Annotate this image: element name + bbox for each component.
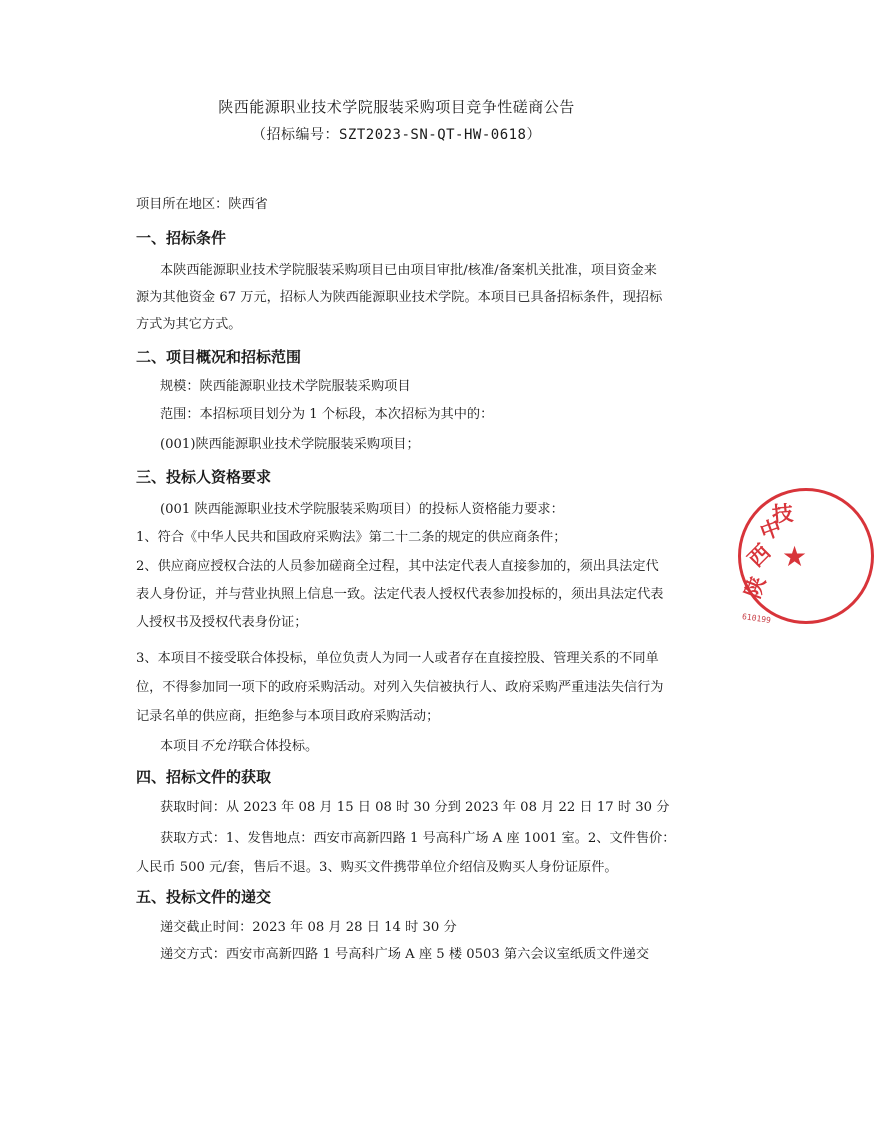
paragraph-line: 3、本项目不接受联合体投标，单位负责人为同一人或者存在直接控股、管理关系的不同单 [136, 651, 659, 666]
paragraph-line: 表人身份证，并与营业执照上信息一致。法定代表人授权代表参加投标的，须出具法定代表 [136, 587, 664, 602]
paragraph-line: 位，不得参加同一项下的政府采购活动。对列入失信被执行人、政府采购严重违法失信行为 [136, 680, 664, 695]
seal-star-icon: ★ [782, 540, 808, 573]
paragraph-line: 递交截止时间：2023 年 08 月 28 日 14 时 30 分 [160, 920, 457, 935]
paragraph-line: 人授权书及授权代表身份证； [136, 615, 308, 630]
paragraph-line: 方式为其它方式。 [136, 317, 242, 332]
emphasis-text: 不允许 [199, 739, 240, 754]
seal-number: 610199 [741, 612, 772, 625]
paragraph-line: 获取时间：从 2023 年 08 月 15 日 08 时 30 分到 2023 年 08 月 22 日 17 时 30 分 [160, 800, 670, 815]
paragraph-line: 获取方式：1、发售地点：西安市高新四路 1 号高科广场 A 座 1001 室。2、文件售价： [160, 831, 676, 846]
section-heading-4: 四、招标文件的获取 [136, 768, 272, 786]
project-region: 项目所在地区：陕西省 [136, 197, 268, 212]
paragraph-line: 记录名单的供应商，拒绝参与本项目政府采购活动； [136, 709, 440, 724]
paragraph-line: 人民币 500 元/套，售后不退。3、购买文件携带单位介绍信及购买人身份证原件。 [136, 860, 618, 875]
seal-char: 西 [742, 539, 776, 572]
paragraph-line: 2、供应商应授权合法的人员参加磋商全过程，其中法定代表人直接参加的，须出具法定代 [136, 559, 659, 574]
section-heading-1: 一、招标条件 [136, 229, 227, 247]
section-heading-3: 三、投标人资格要求 [136, 468, 272, 486]
section-heading-2: 二、项目概况和招标范围 [136, 348, 302, 366]
paragraph-line: 规模：陕西能源职业技术学院服装采购项目 [160, 379, 411, 394]
paragraph-line: 递交方式：西安市高新四路 1 号高科广场 A 座 5 楼 0503 第六会议室纸质文件递交 [160, 947, 650, 962]
seal-char: 中 [756, 514, 785, 545]
paragraph-line: 范围：本招标项目划分为 1 个标段，本次招标为其中的： [160, 407, 494, 422]
paragraph-line: (001)陕西能源职业技术学院服装采购项目； [160, 437, 420, 452]
section-heading-5: 五、投标文件的递交 [136, 888, 272, 906]
text-span: 本项目 [160, 739, 200, 754]
paragraph-line [160, 738, 696, 756]
tender-number: （招标编号：SZT2023-SN-QT-HW-0618） [251, 127, 541, 143]
paragraph-line: 源为其他资金 67 万元，招标人为陕西能源职业技术学院。本项目已具备招标条件，现招标 [136, 290, 663, 305]
seal-char: 陕 [739, 573, 771, 602]
text-span: 联合体投标。 [239, 739, 319, 754]
paragraph-line: 1、符合《中华人民共和国政府采购法》第二十二条的规定的供应商条件； [136, 530, 567, 545]
seal-char: 技 [770, 500, 795, 527]
paragraph-line: 本陕西能源职业技术学院服装采购项目已由项目审批/核准/备案机关批准，项目资金来 [160, 263, 657, 278]
document-title: 陕西能源职业技术学院服装采购项目竞争性磋商公告 [218, 98, 575, 116]
paragraph-line: (001 陕西能源职业技术学院服装采购项目）的投标人资格能力要求： [160, 502, 564, 517]
